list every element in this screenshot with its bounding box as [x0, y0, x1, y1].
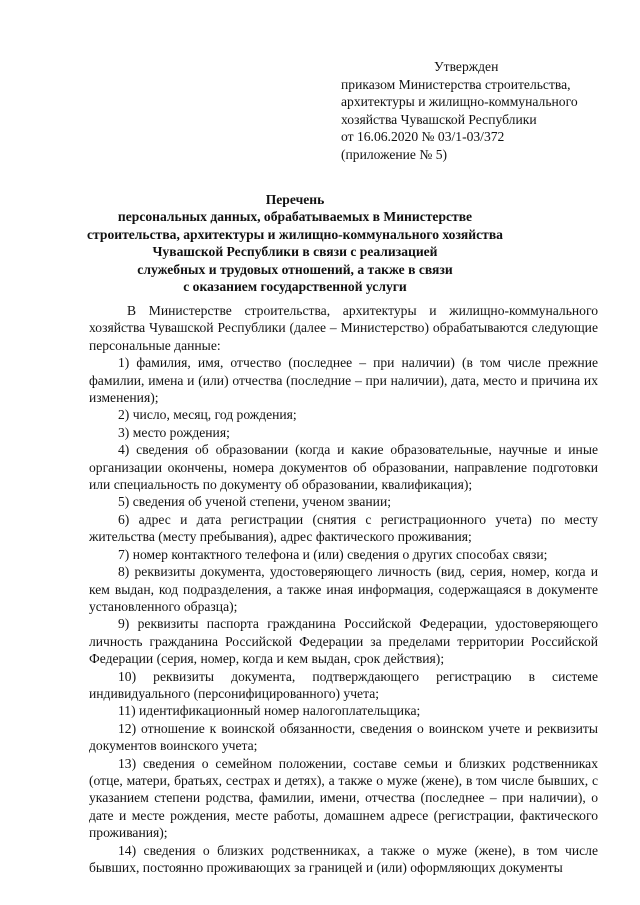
list-item-6: 6) адрес и дата регистрации (снятия с регистрационного учета) по месту жительства (месту пребывания), адрес фактического проживания;: [89, 511, 598, 545]
list-item-14: 14) сведения о близких родственниках, а также о муже (жене), в том числе бывших, постоянно проживающих за границей и (или) оформляющих документы: [89, 842, 598, 875]
list-item-2: 2) число, месяц, год рождения;: [118, 407, 297, 423]
document-title: [80, 191, 510, 295]
list-item-11: 11) идентификационный номер налогоплательщика;: [118, 703, 421, 719]
intro-paragraph: В Министерстве строительства, архитектуры и жилищно-коммунального хозяйства Чувашской Республики (далее – Министерство) обрабатываются следующие персональные данные:: [89, 303, 598, 353]
approval-line-ministry-1: архитектуры и жилищно-коммунального: [341, 94, 578, 110]
list-item-1: 1) фамилия, имя, отчество (последнее – при наличии) (в том числе прежние фамилии, имена и (или) отчества (последние – при наличии), дата, место и причина их изменения);: [89, 355, 598, 406]
approval-line-appendix: (приложение № 5): [341, 146, 448, 162]
title-line-6: с оказанием государственной услуги: [183, 279, 407, 295]
approval-line-date-number: от 16.06.2020 № 03/1-03/372: [341, 129, 505, 145]
title-line-2: персональных данных, обрабатываемых в Министерстве: [117, 209, 473, 225]
title-line-5: служебных и трудовых отношений, а также в связи: [137, 261, 453, 277]
list-item-5: 5) сведения об ученой степени, ученом звании;: [118, 494, 392, 510]
list-item-4: 4) сведения об образовании (когда и какие образовательные, научные и иные организации окончены, номера документов об образовании, направление подготовки или специальность по документу об образовании, квалификация);: [89, 442, 598, 493]
approval-stamp: [341, 58, 631, 164]
list-item-9: 9) реквизиты паспорта гражданина Российской Федерации, удостоверяющего личность гражданина Российской Федерации за пределами территории Российской Федерации (серия, номер, когда и кем выдан, срок действия);: [89, 616, 598, 667]
approval-line-ministry-2: хозяйства Чувашской Республики: [341, 111, 537, 127]
title-line-4: Чувашской Республики в связи с реализацией: [152, 244, 438, 260]
list-item-8: 8) реквизиты документа, удостоверяющего личность (вид, серия, номер, когда и кем выдан, код подразделения, а также иная информация, содержащаяся в документе установленного образца);: [89, 564, 598, 614]
list-item-7: 7) номер контактного телефона и (или) сведения о других способах связи;: [118, 546, 548, 562]
list-item-10: 10) реквизиты документа, подтверждающего регистрацию в системе индивидуального (персонифицированного) учета;: [89, 668, 598, 701]
title-line-3: строительства, архитектуры и жилищно-коммунального хозяйства: [87, 226, 503, 242]
list-item-3: 3) место рождения;: [118, 424, 230, 440]
approval-line-order: приказом Министерства строительства,: [341, 76, 571, 92]
document-body: [89, 302, 598, 876]
title-line-1: Перечень: [265, 192, 325, 207]
list-item-13: 13) сведения о семейном положении, составе семьи и близких родственниках (отце, матери, братьях, сестрах и детях), а также о муже (жене), в том числе бывших, с указанием степени родства, фамилии, имени, отчества (последнее – при наличии), о дате и месте рождения, месте работы, домашнем адресе (регистрации, фактического проживания);: [89, 755, 598, 841]
approval-line-approved: Утвержден: [434, 59, 499, 74]
list-item-12: 12) отношение к воинской обязанности, сведения о воинском учете и реквизиты документов воинского учета;: [89, 720, 598, 754]
